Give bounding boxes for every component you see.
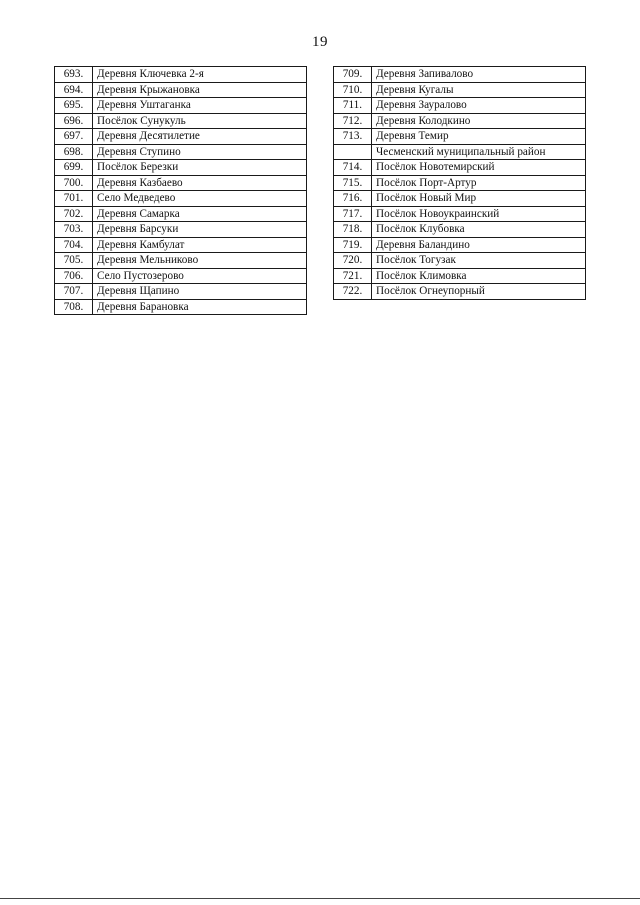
table-row (334, 82, 586, 98)
district-heading: Чесменский муниципальный район (372, 144, 586, 160)
row-number: 720. (334, 253, 372, 269)
table-row (334, 222, 586, 238)
settlement-name: Деревня Самарка (93, 206, 307, 222)
table-row (55, 299, 307, 315)
settlement-name: Деревня Барановка (93, 299, 307, 315)
table-section-row (334, 144, 586, 160)
table-row (334, 67, 586, 83)
row-number: 710. (334, 82, 372, 98)
settlement-name: Посёлок Клубовка (372, 222, 586, 238)
settlement-name: Деревня Казбаево (93, 175, 307, 191)
row-number: 707. (55, 284, 93, 300)
settlements-table-left-body (55, 67, 307, 315)
table-row (55, 144, 307, 160)
settlement-name: Деревня Мельниково (93, 253, 307, 269)
settlement-name: Деревня Запивалово (372, 67, 586, 83)
row-number: 696. (55, 113, 93, 129)
page-number: 19 (312, 34, 328, 50)
settlements-table-left (54, 66, 307, 315)
row-number: 713. (334, 129, 372, 145)
settlement-name: Деревня Баландино (372, 237, 586, 253)
row-number: 703. (55, 222, 93, 238)
settlement-name: Деревня Уштаганка (93, 98, 307, 114)
settlement-name: Село Пустозерово (93, 268, 307, 284)
table-row (55, 113, 307, 129)
row-number: 701. (55, 191, 93, 207)
settlement-name: Посёлок Порт-Артур (372, 175, 586, 191)
row-number: 693. (55, 67, 93, 83)
table-row (334, 253, 586, 269)
settlement-name: Деревня Ступино (93, 144, 307, 160)
table-row (334, 175, 586, 191)
row-number: 711. (334, 98, 372, 114)
settlement-name: Деревня Десятилетие (93, 129, 307, 145)
settlement-name: Село Медведево (93, 191, 307, 207)
row-number: 717. (334, 206, 372, 222)
row-number: 712. (334, 113, 372, 129)
settlements-table-right-body (334, 67, 586, 300)
table-row (334, 98, 586, 114)
settlement-name: Посёлок Новоукраинский (372, 206, 586, 222)
settlement-name: Посёлок Сунукуль (93, 113, 307, 129)
row-number: 721. (334, 268, 372, 284)
row-number: 698. (55, 144, 93, 160)
row-number: 700. (55, 175, 93, 191)
row-number: 706. (55, 268, 93, 284)
table-row (334, 268, 586, 284)
row-number (334, 144, 372, 160)
row-number: 715. (334, 175, 372, 191)
settlement-name: Посёлок Тогузак (372, 253, 586, 269)
table-row (55, 253, 307, 269)
row-number: 694. (55, 82, 93, 98)
table-row (55, 284, 307, 300)
settlement-name: Посёлок Новотемирский (372, 160, 586, 176)
table-row (334, 160, 586, 176)
table-row (55, 129, 307, 145)
settlement-name: Посёлок Климовка (372, 268, 586, 284)
table-row (334, 129, 586, 145)
row-number: 722. (334, 284, 372, 300)
settlement-name: Деревня Зауралово (372, 98, 586, 114)
row-number: 709. (334, 67, 372, 83)
row-number: 702. (55, 206, 93, 222)
row-number: 718. (334, 222, 372, 238)
settlement-name: Деревня Ключевка 2-я (93, 67, 307, 83)
settlement-name: Деревня Крыжановка (93, 82, 307, 98)
row-number: 695. (55, 98, 93, 114)
table-row (334, 113, 586, 129)
settlements-table-right (333, 66, 586, 300)
settlement-name: Деревня Кугалы (372, 82, 586, 98)
table-row (55, 237, 307, 253)
table-row (334, 284, 586, 300)
table-row (55, 82, 307, 98)
settlement-name: Посёлок Березки (93, 160, 307, 176)
settlement-name: Деревня Темир (372, 129, 586, 145)
row-number: 697. (55, 129, 93, 145)
settlement-name: Посёлок Новый Мир (372, 191, 586, 207)
settlement-name: Деревня Колодкино (372, 113, 586, 129)
row-number: 716. (334, 191, 372, 207)
row-number: 714. (334, 160, 372, 176)
table-row (55, 175, 307, 191)
row-number: 704. (55, 237, 93, 253)
table-row (55, 222, 307, 238)
bottom-divider (0, 898, 640, 899)
table-row (55, 98, 307, 114)
row-number: 699. (55, 160, 93, 176)
table-row (55, 268, 307, 284)
settlement-name: Деревня Барсуки (93, 222, 307, 238)
table-row (55, 67, 307, 83)
table-row (334, 237, 586, 253)
table-row (55, 160, 307, 176)
table-row (334, 206, 586, 222)
table-row (334, 191, 586, 207)
table-row (55, 191, 307, 207)
settlement-name: Деревня Камбулат (93, 237, 307, 253)
row-number: 708. (55, 299, 93, 315)
settlement-name: Посёлок Огнеупорный (372, 284, 586, 300)
row-number: 705. (55, 253, 93, 269)
row-number: 719. (334, 237, 372, 253)
settlement-name: Деревня Щапино (93, 284, 307, 300)
table-row (55, 206, 307, 222)
